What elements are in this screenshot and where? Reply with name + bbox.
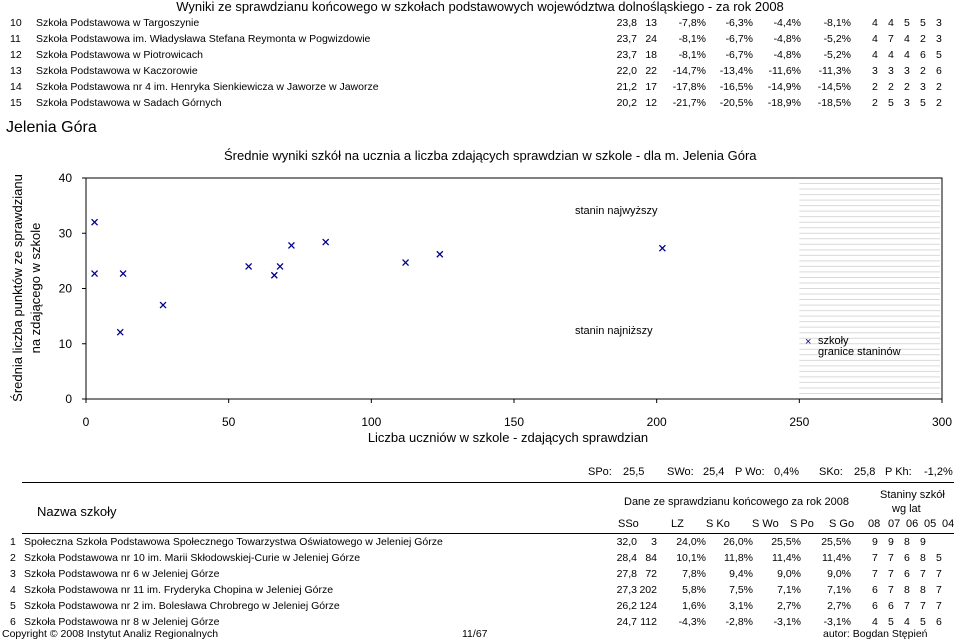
y-tick-label: 40 [58,171,72,185]
footer-page-number: 11/67 [462,628,488,640]
annotation-bottom: stanin najniższy [575,325,653,337]
stanine-cell: 6 [920,49,926,61]
x-tick-label: 200 [646,415,667,429]
cell-sso: 26,2 [616,600,637,612]
cell-n: 12 [645,97,657,109]
row-number: 5 [10,600,16,612]
column-header: LZ [671,518,684,530]
school-name: Szkoła Podstawowa w Sadach Górnych [36,97,222,109]
x-tick-label: 150 [503,415,525,429]
column-header: S Ko [706,518,730,530]
data-point [92,271,98,277]
cell-v4: -5,2% [823,49,851,61]
cell-v2: -6,7% [725,33,753,45]
cell-avg: 20,2 [616,97,637,109]
cell-v2: -16,5% [719,81,753,93]
column-header: S Po [790,518,814,530]
school-name: Szkoła Podstawowa w Piotrowicach [36,49,203,61]
table-row [0,552,960,568]
column-header: S Wo [752,518,779,530]
cell-spo: -3,1% [773,616,801,628]
table-row [0,536,960,552]
data-point [323,239,329,245]
stanine-cell: 3 [920,81,926,93]
header-school-name: Nazwa szkoły [37,504,117,519]
cell-spo: 11,4% [772,552,801,564]
cell-sso: 27,8 [616,568,637,580]
stanine-cell: 3 [888,65,894,77]
row-number: 15 [10,97,22,109]
cell-v3: -11,6% [768,65,801,77]
cell-v2: -13,4% [719,65,753,77]
cell-sko: 1,6% [682,600,706,612]
stanine-cell: 2 [936,81,942,93]
stanine-cell: 6 [904,568,910,580]
cell-lz: 112 [640,616,657,628]
x-axis-label: Liczba uczniów w szkole - zdających sprawdzian [367,430,649,445]
stanine-cell: 2 [920,65,926,77]
x-tick-label: 300 [931,415,953,429]
stanine-cell: 2 [872,81,878,93]
cell-v1: -21,7% [672,97,706,109]
school-name: Społeczna Szkoła Podstawowa Społecznego Towarzystwa Oświatowego w Jeleniej Górze [24,536,443,548]
stat-swo-label: SWo: [667,466,694,478]
cell-v1: -8,1% [678,33,706,45]
cell-n: 24 [645,33,657,45]
stanine-cell: 8 [920,584,926,596]
school-name: Szkoła Podstawowa w Targoszynie [36,17,200,29]
row-number: 14 [10,81,22,93]
cell-v2: -6,7% [725,49,753,61]
data-point [92,219,98,225]
stanine-cell: 3 [904,97,910,109]
divider [22,482,954,483]
stanine-cell: 7 [920,568,926,580]
footer-author: autor: Bogdan Stępień [823,628,928,640]
stanine-cell: 5 [888,97,894,109]
legend-marker-icon: × [805,336,812,348]
cell-v1: -14,7% [672,65,706,77]
school-name: Szkoła Podstawowa nr 4 im. Henryka Sienkiewicza w Jaworze w Jaworze [36,81,379,93]
stanine-cell: 7 [936,584,942,596]
stanine-cell: 4 [872,49,878,61]
stanine-cell: 4 [888,49,894,61]
table-row [0,584,960,600]
cell-lz: 3 [651,536,657,548]
x-tick-label: 100 [361,415,382,429]
stanine-cell: 9 [920,536,926,548]
stanine-cell: 4 [904,616,910,628]
cell-v4: -18,5% [817,97,851,109]
column-header: S Go [829,518,855,530]
stanine-cell: 7 [888,568,894,580]
cell-avg: 22,0 [616,65,637,77]
stat-pwo-label: P Wo: [735,466,765,478]
y-axis-label-line2: na zdającego w szkole [28,222,43,354]
cell-sgo: 25,5% [821,536,851,548]
cell-swo: 11,8% [724,552,753,564]
cell-v3: -4,4% [773,17,801,29]
stanine-cell: 9 [888,536,894,548]
stanine-cell: 8 [904,536,910,548]
stanine-cell: 4 [904,49,910,61]
stanine-cell: 7 [872,552,878,564]
row-number: 3 [10,568,16,580]
y-tick-label: 30 [58,226,72,241]
school-name: Szkoła Podstawowa nr 10 im. Marii Skłodowskiej-Curie w Jeleniej Górze [24,552,361,564]
stanine-cell: 5 [920,17,926,29]
cell-lz: 84 [645,552,657,564]
data-point [246,263,252,269]
section-title: Jelenia Góra [6,119,97,136]
stanine-cell: 7 [872,568,878,580]
stat-sko-label: SKo: [819,466,843,478]
cell-spo: 9,0% [777,568,801,580]
stanine-cell: 3 [936,33,942,45]
stanine-cell: 7 [888,33,894,45]
school-name: Szkoła Podstawowa nr 6 w Jeleniej Górze [24,568,220,580]
cell-v4: -11,3% [818,65,851,77]
stanine-cell: 6 [872,600,878,612]
cell-n: 17 [645,81,657,93]
stanine-cell: 4 [888,17,894,29]
cell-sko: -4,3% [678,616,706,628]
stanine-cell: 7 [936,600,942,612]
stanine-cell: 5 [936,552,942,564]
cell-v4: -14,5% [817,81,851,93]
cell-spo: 25,5% [771,536,801,548]
footer-copyright: Copyright © 2008 Instytut Analiz Regionalnych [2,628,219,640]
cell-sko: 7,8% [682,568,706,580]
stanine-cell: 5 [936,49,942,61]
data-point [120,271,126,277]
row-number: 4 [10,584,16,596]
stat-spo-value: 25,5 [623,466,645,478]
stanine-cell: 7 [936,568,942,580]
row-number: 1 [10,536,16,548]
school-name: Szkoła Podstawowa w Kaczorowie [36,65,198,77]
cell-v3: -4,8% [773,49,801,61]
cell-n: 22 [645,65,657,77]
stat-pkh-label: P Kh: [885,466,912,478]
stanine-cell: 3 [936,17,942,29]
cell-avg: 23,8 [616,17,637,29]
annotation-top: stanin najwyższy [575,205,658,217]
cell-n: 18 [645,49,657,61]
column-header: SSo [618,518,639,530]
cell-v4: -5,2% [823,33,851,45]
stanine-cell: 5 [904,17,910,29]
y-axis-label-line1: Średnia liczba punktów ze sprawdzianu [10,174,25,402]
cell-sgo: 9,0% [827,568,851,580]
legend-item-bounds: granice staninów [818,346,901,358]
header-group-stanines-sub: wg lat [892,503,921,515]
data-point [277,263,283,269]
stanine-cell: 4 [904,33,910,45]
stat-sko-value: 25,8 [854,466,876,478]
stat-pkh-value: -1,2% [924,466,953,478]
cell-swo: -2,8% [725,616,753,628]
stanine-cell: 5 [920,616,926,628]
cell-n: 13 [645,17,657,29]
document-title: Wyniki ze sprawdzianu końcowego w szkołach podstawowych województwa dolnośląskiego - za rok 2008 [176,0,784,14]
cell-avg: 23,7 [616,33,637,45]
stanine-cell: 4 [872,616,878,628]
stanine-cell: 7 [888,584,894,596]
x-tick-label: 250 [789,415,810,429]
stanine-cell: 6 [936,616,942,628]
data-point [271,272,277,278]
stanine-cell: 8 [920,552,926,564]
cell-sgo: -3,1% [823,616,851,628]
stat-pwo-value: 0,4% [774,466,800,478]
stanine-cell: 6 [888,600,894,612]
data-point [288,242,294,248]
chart-grid [799,184,940,394]
stanine-cell: 2 [888,81,894,93]
cell-sko: 5,8% [682,584,706,596]
stanine-cell: 3 [872,65,878,77]
stat-swo-value: 25,4 [703,466,725,478]
cell-sko: 24,0% [676,536,706,548]
school-name: Szkoła Podstawowa im. Władysława Stefana Reymonta w Pogwizdowie [36,33,371,45]
stanine-cell: 7 [888,552,894,564]
cell-sso: 24,7 [616,616,637,628]
row-number: 12 [10,49,22,61]
cell-swo: 26,0% [723,536,753,548]
stanine-cell: 2 [920,33,926,45]
header-group-data: Dane ze sprawdzianu końcowego za rok 2008 [624,496,850,508]
y-tick-label: 10 [58,336,72,351]
row-number: 13 [10,65,22,77]
cell-sso: 27,3 [616,584,637,596]
stanine-cell: 7 [920,600,926,612]
stat-spo-label: SPo: [588,466,612,478]
year-header: 05 [924,518,937,530]
stanine-cell: 2 [936,97,942,109]
cell-v1: -7,8% [678,17,706,29]
data-point [117,329,123,335]
chart-title: Średnie wyniki szkół na ucznia a liczba zdających sprawdzian w szkole - dla m. Jelenia Góra [224,148,757,163]
cell-sgo: 11,4% [822,552,851,564]
stanine-cell: 4 [872,33,878,45]
header-group-stanines: Staniny szkół [880,489,945,501]
cell-avg: 21,2 [616,81,637,93]
y-tick-label: 20 [58,281,72,296]
stanine-cell: 2 [872,97,878,109]
cell-swo: 9,4% [729,568,753,580]
row-number: 11 [10,33,21,45]
stanine-cell: 7 [904,600,910,612]
table-row [0,600,960,616]
cell-v3: -4,8% [773,33,801,45]
cell-lz: 202 [639,584,657,596]
cell-spo: 7,1% [777,584,801,596]
school-name: Szkoła Podstawowa nr 2 im. Bolesława Chrobrego w Jeleniej Górze [24,600,340,612]
cell-v1: -17,8% [672,81,706,93]
cell-spo: 2,7% [777,600,801,612]
stanine-cell: 5 [888,616,894,628]
cell-v4: -8,1% [823,17,851,29]
stanine-cell: 8 [904,584,910,596]
data-point [403,260,409,266]
y-tick-label: 0 [65,392,72,406]
cell-sso: 32,0 [616,536,637,548]
row-number: 6 [10,616,16,628]
data-point [659,245,665,251]
cell-lz: 124 [639,600,657,612]
divider [22,533,954,534]
data-point [160,302,166,308]
stanine-cell: 2 [904,81,910,93]
stanine-cell: 4 [872,17,878,29]
year-header: 08 [868,518,881,530]
cell-swo: 3,1% [729,600,753,612]
school-name: Szkoła Podstawowa nr 11 im. Fryderyka Chopina w Jeleniej Górze [24,584,334,596]
cell-sgo: 2,7% [827,600,851,612]
data-point [437,251,443,257]
x-tick-label: 0 [82,415,90,429]
cell-v3: -14,9% [767,81,801,93]
stanine-cell: 3 [904,65,910,77]
cell-v2: -6,3% [725,17,753,29]
stanine-cell: 6 [872,584,878,596]
year-header: 06 [906,518,919,530]
legend-item-schools: szkoły [818,335,849,347]
row-number: 2 [10,552,16,564]
cell-sso: 28,4 [616,552,637,564]
cell-v1: -8,1% [678,49,706,61]
school-name: Szkoła Podstawowa nr 8 w Jeleniej Górze [24,616,220,628]
table-row [0,568,960,584]
stanine-cell: 5 [920,97,926,109]
stanine-cell: 6 [904,552,910,564]
cell-avg: 23,7 [616,49,637,61]
cell-lz: 72 [645,568,657,580]
cell-v3: -18,9% [767,97,801,109]
cell-sgo: 7,1% [827,584,851,596]
cell-swo: 7,5% [729,584,753,596]
stanine-cell: 9 [872,536,878,548]
year-header: 04 [942,518,955,530]
stanine-cell: 6 [936,65,942,77]
x-tick-label: 50 [221,415,236,429]
cell-sko: 10,1% [676,552,706,564]
cell-v2: -20,5% [719,97,753,109]
row-number: 10 [10,17,22,29]
year-header: 07 [888,518,901,530]
